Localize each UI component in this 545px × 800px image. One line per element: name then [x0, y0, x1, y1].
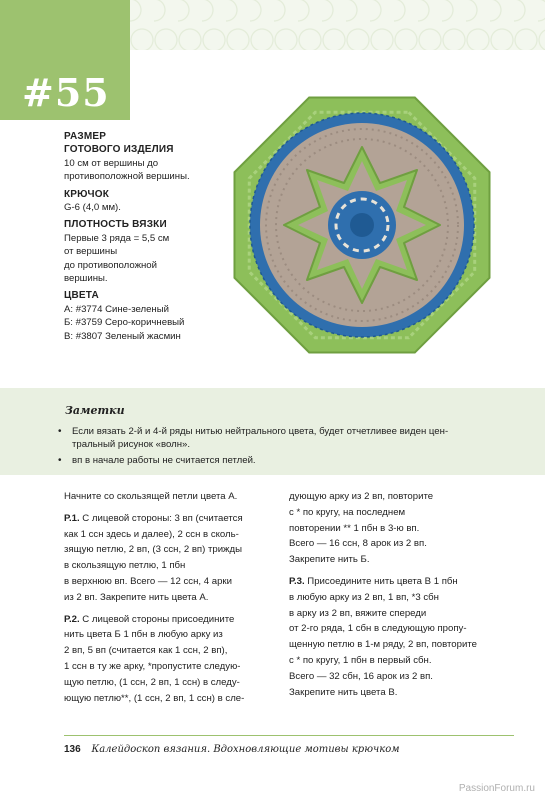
book-title: Калейдоскоп вязания. Вдохновляющие мотивы крючком	[91, 744, 400, 755]
notes-title: Заметки	[65, 404, 125, 417]
gauge-heading: ПЛОТНОСТЬ ВЯЗКИ	[64, 219, 167, 231]
page-number: 136	[64, 744, 81, 755]
hook-heading: КРЮЧОК	[64, 188, 110, 200]
row-2-line: Р.2. С лицевой стороны присоедините	[64, 613, 235, 625]
footer-divider	[64, 735, 514, 736]
row-1-line: Р.1. С лицевой стороны: 3 вп (считается	[64, 512, 243, 524]
specs-column	[64, 130, 239, 343]
size-text: 10 см от вершины до противоположной вершины.	[64, 157, 190, 183]
bullet-icon: •	[58, 426, 62, 437]
instructions-left-column: Начните со скользящей петли цвета А. Р.1. С лицевой стороны: 3 вп (считается как 1 ссн здесь и далее), 2 ссн в сколь- зящую петлю, 2 вп, (3 ссн, 2 вп) трижды в скользящую петлю, 1 пбн в верхнюю вп. Всего — 12 ссн, 4 арки из 2 вп. Закрепите нить цвета А. Р.2. С лицевой стороны присоедините нить цвета Б 1 пбн в любую арку из 2 вп, 5 вп (считается как 1 ссн, 2 вп), 1 ссн в ту же арку, *пропустите следую- щую петлю, (1 ссн, 2 вп, 1 ссн) в следу- ющую петлю**, (1 ссн, 2 вп, 1 ссн) в сле-	[64, 489, 274, 706]
note-item-1: • Если вязать 2-й и 4-й ряды нитью нейтрального цвета, будет отчетливее виден цен- тральный рисунок «волн».	[58, 426, 449, 451]
row-2-label: Р.2.	[64, 613, 80, 625]
size-heading: РАЗМЕР ГОТОВОГО ИЗДЕЛИЯ	[64, 131, 174, 156]
instructions-right-column: дующую арку из 2 вп, повторите с * по кругу, на последнем повторении ** 1 пбн в 3-ю вп. Всего — 16 ссн, 8 арок из 2 вп. Закрепите нить Б. Р.3. Присоедините нить цвета В 1 пбн в любую арку из 2 вп, 1 вп, *3 сбн в арку из 2 вп, вяжите спереди от 2-го ряда, 1 сбн в следующую пропу- щенную петлю в 1-м ряду, 2 вп, повторите с * по кругу, 1 пбн в первый сбн. Всего — 32 сбн, 16 арок из 2 вп. Закрепите нить цвета В.	[289, 489, 504, 700]
crochet-motif-image	[220, 83, 504, 367]
site-watermark: PassionForum.ru	[458, 783, 535, 794]
pattern-number: #55	[22, 70, 110, 115]
pattern-number-block	[0, 0, 130, 120]
gauge-text: Первые 3 ряда = 5,5 см от вершины до противоположной вершины.	[64, 232, 170, 285]
row-1-label: Р.1.	[64, 512, 80, 524]
colors-text: А: #3774 Сине-зеленый Б: #3759 Серо-коричневый В: #3807 Зеленый жасмин	[64, 303, 185, 342]
lace-header-band	[130, 0, 545, 50]
bullet-icon: •	[58, 455, 62, 466]
note-item-2: • вп в начале работы не считается петлей.	[58, 455, 256, 466]
page-footer	[64, 744, 400, 755]
row-3-label: Р.3.	[289, 575, 305, 587]
colors-heading: ЦВЕТА	[64, 290, 99, 302]
intro-text: Начните со скользящей петли цвета А.	[64, 491, 238, 502]
hook-text: G-6 (4,0 мм).	[64, 202, 121, 214]
row-3-line: Р.3. Присоедините нить цвета В 1 пбн	[289, 575, 458, 587]
